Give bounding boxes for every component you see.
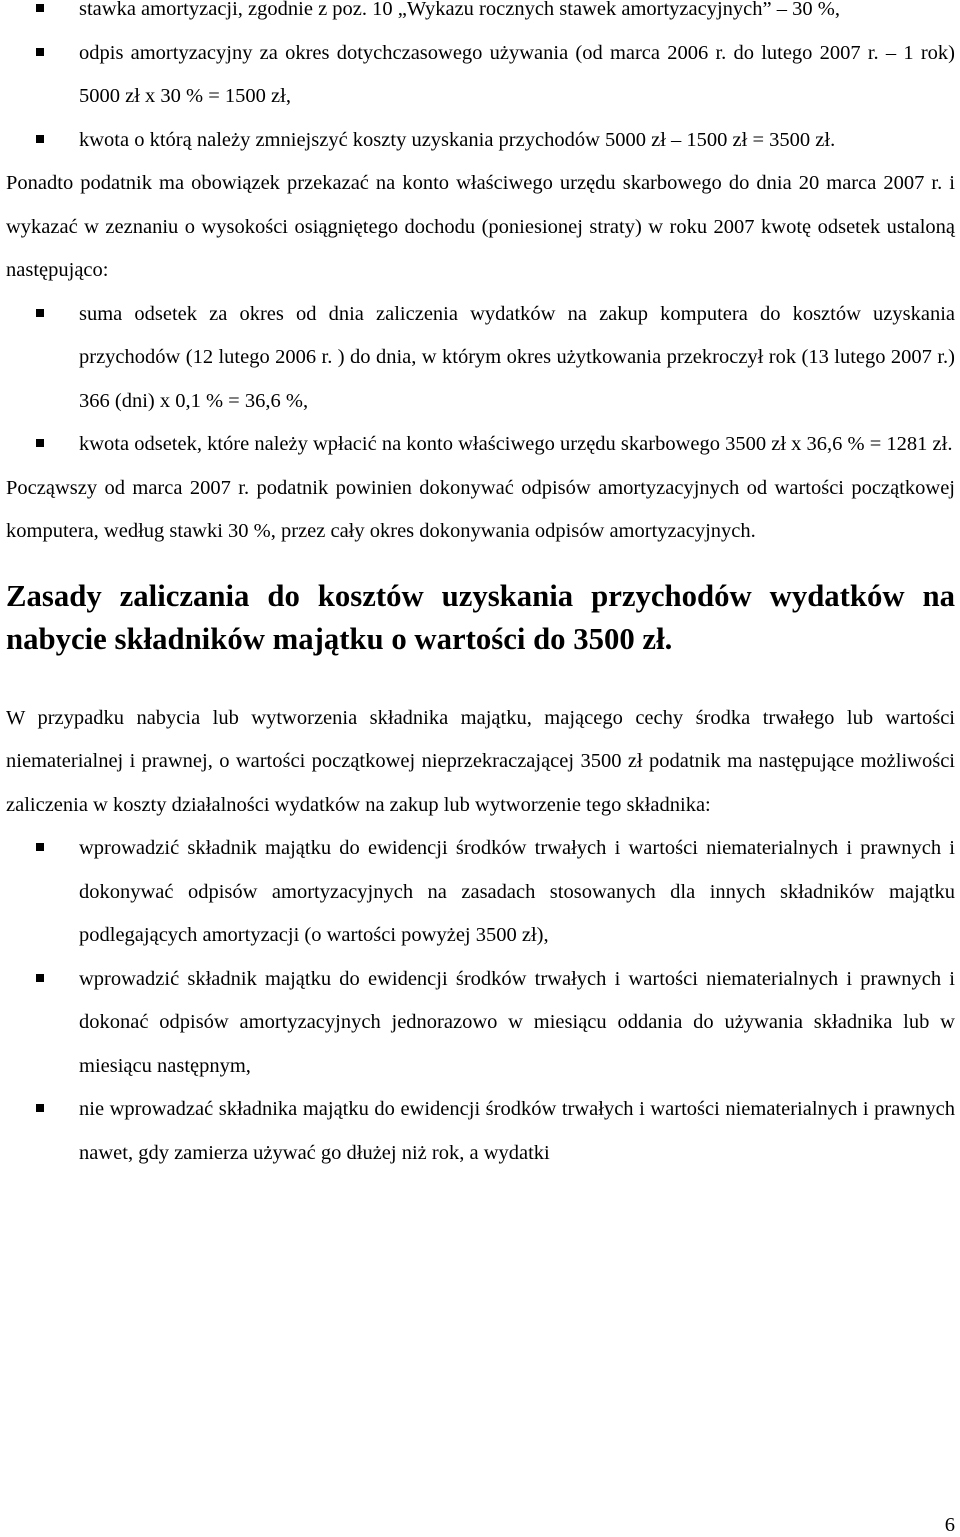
- list-item: [6, 827, 955, 958]
- list-item-text: kwota o którą należy zmniejszyć koszty uzyskania przychodów 5000 zł – 1500 zł = 3500 zł.: [79, 128, 836, 151]
- list-item-text: odpis amortyzacyjny za okres dotychczasowego używania (od marca 2006 r. do lutego 2007 r. – 1 rok) 5000 zł x 30 % = 1500 zł,: [79, 41, 955, 107]
- spacer: [6, 662, 955, 697]
- list-item-text: stawka amortyzacji, zgodnie z poz. 10 „Wykazu rocznych stawek amortyzacyjnych” – 30 %,: [79, 0, 840, 20]
- list-item: [6, 0, 955, 32]
- list-item-text: wprowadzić składnik majątku do ewidencji środków trwałych i wartości niematerialnych i prawnych i dokonać odpisów amortyzacyjnych jednorazowo w miesiącu oddania do używania składnika lub w miesiącu następnym,: [79, 967, 955, 1077]
- square-bullet-icon: [36, 1104, 44, 1112]
- square-bullet-icon: [36, 309, 44, 317]
- list-item: [6, 32, 955, 119]
- paragraph: Począwszy od marca 2007 r. podatnik powinien dokonywać odpisów amortyzacyjnych od wartości początkowej komputera, według stawki 30 %, przez cały okres dokonywania odpisów amortyzacyjnych.: [6, 476, 955, 542]
- list-item-text: suma odsetek za okres od dnia zaliczenia wydatków na zakup komputera do kosztów uzyskania przychodów (12 lutego 2006 r. ) do dnia, w którym okres użytkowania przekroczył rok (13 lutego 2007 r.) 366 (dni) x 0,1 % = 36,6 %,: [79, 302, 955, 412]
- list-item: [6, 119, 955, 163]
- list-item: [6, 1088, 955, 1175]
- paragraph: W przypadku nabycia lub wytworzenia składnika majątku, mającego cechy środka trwałego lub wartości niematerialnej i prawnej, o wartości początkowej nieprzekraczającej 3500 zł podatnik ma następujące możliwości zaliczenia w koszty działalności wydatków na zakup lub wytworzenie tego składnika:: [6, 706, 955, 816]
- square-bullet-icon: [36, 439, 44, 447]
- square-bullet-icon: [36, 4, 44, 12]
- section-heading: Zasady zaliczania do kosztów uzyskania przychodów wydatków na nabycie składników majątku o wartości do 3500 zł.: [6, 578, 955, 656]
- square-bullet-icon: [36, 843, 44, 851]
- document-page: [6, 0, 955, 1175]
- paragraph: Ponadto podatnik ma obowiązek przekazać na konto właściwego urzędu skarbowego do dnia 20 marca 2007 r. i wykazać w zeznaniu o wysokości osiągniętego dochodu (poniesionej straty) w roku 2007 kwotę odsetek ustaloną następująco:: [6, 172, 955, 281]
- square-bullet-icon: [36, 974, 44, 982]
- list-item-text: nie wprowadzać składnika majątku do ewidencji środków trwałych i wartości niematerialnych i prawnych nawet, gdy zamierza używać go dłużej niż rok, a wydatki: [79, 1098, 955, 1164]
- list-item-text: wprowadzić składnik majątku do ewidencji środków trwałych i wartości niematerialnych i prawnych i dokonywać odpisów amortyzacyjnych na zasadach stosowanych dla innych składników majątku podlegających amortyzacji (o wartości powyżej 3500 zł),: [79, 837, 955, 946]
- list-item: [6, 958, 955, 1089]
- bullet-list-top: [6, 0, 955, 162]
- bullet-list-middle: [6, 293, 955, 467]
- page-number: 6: [944, 1514, 955, 1536]
- bullet-list-bottom: [6, 827, 955, 1175]
- list-item: [6, 293, 955, 424]
- square-bullet-icon: [36, 135, 44, 143]
- list-item: [6, 423, 955, 467]
- spacer: [6, 554, 955, 575]
- square-bullet-icon: [36, 48, 44, 56]
- list-item-text: kwota odsetek, które należy wpłacić na konto właściwego urzędu skarbowego 3500 zł x 36,6 % = 1281 zł.: [79, 433, 953, 455]
